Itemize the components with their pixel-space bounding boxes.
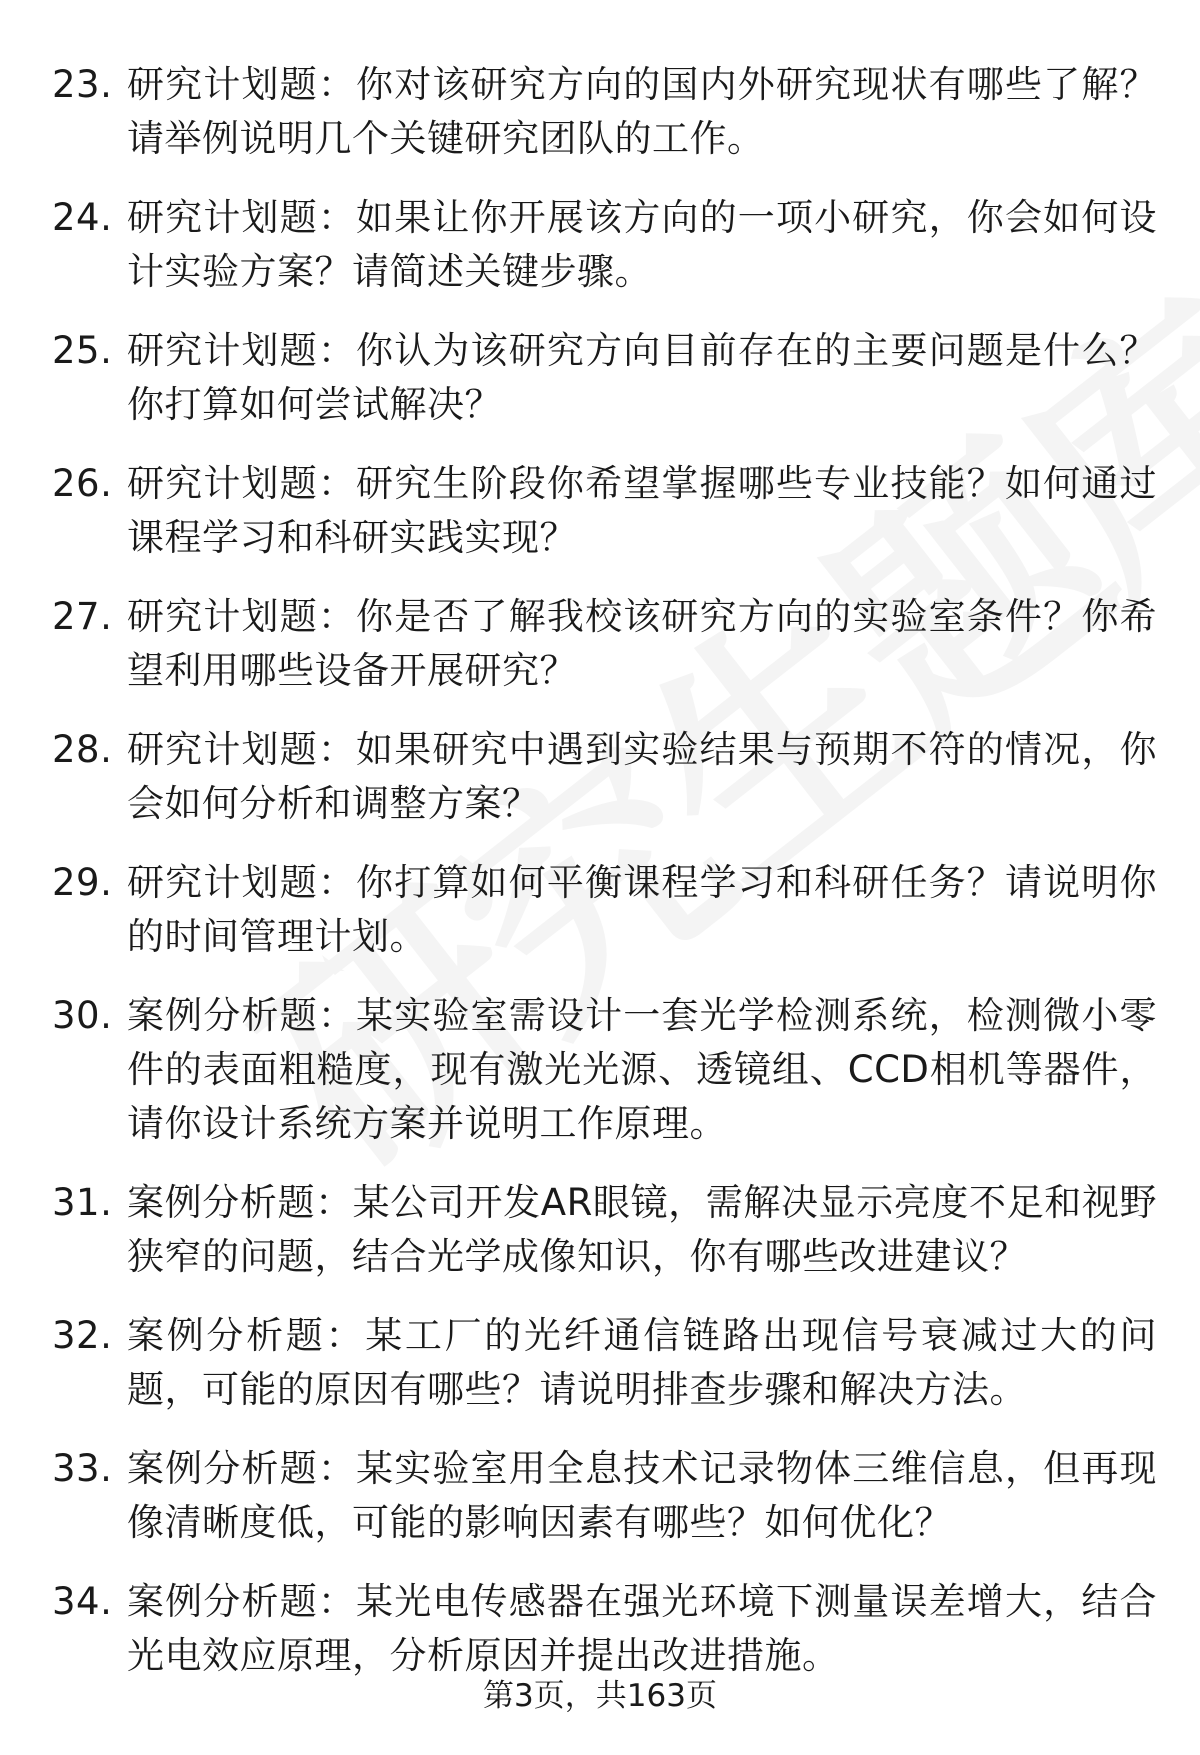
question-text: 研究计划题：你是否了解我校该研究方向的实验室条件？你希望利用哪些设备开展研究？ <box>127 595 1157 692</box>
question-item <box>52 58 1162 166</box>
question-item <box>52 1309 1162 1417</box>
question-item <box>52 590 1162 698</box>
question-list <box>52 58 1162 1708</box>
question-number: 26. <box>52 462 113 505</box>
question-text: 研究计划题：你打算如何平衡课程学习和科研任务？请说明你的时间管理计划。 <box>127 861 1157 958</box>
question-number: 23. <box>52 63 113 106</box>
question-number: 24. <box>52 196 113 239</box>
page-footer: 第3页，共163页 <box>483 1678 717 1714</box>
question-text: 研究计划题：研究生阶段你希望掌握哪些专业技能？如何通过课程学习和科研实践实现？ <box>127 462 1157 559</box>
question-text: 案例分析题：某光电传感器在强光环境下测量误差增大，结合光电效应原理，分析原因并提出改进措施。 <box>127 1580 1157 1677</box>
question-number: 33. <box>52 1447 113 1490</box>
question-item <box>52 1575 1162 1683</box>
question-item <box>52 1176 1162 1284</box>
question-number: 31. <box>52 1181 113 1224</box>
question-item <box>52 1442 1162 1550</box>
question-item <box>52 191 1162 299</box>
question-number: 29. <box>52 861 113 904</box>
question-text: 案例分析题：某实验室需设计一套光学检测系统，检测微小零件的表面粗糙度，现有激光光源、透镜组、CCD相机等器件，请你设计系统方案并说明工作原理。 <box>127 994 1157 1145</box>
question-number: 25. <box>52 329 113 372</box>
question-text: 案例分析题：某工厂的光纤通信链路出现信号衰减过大的问题，可能的原因有哪些？请说明排查步骤和解决方法。 <box>127 1314 1157 1411</box>
question-number: 27. <box>52 595 113 638</box>
question-text: 研究计划题：如果让你开展该方向的一项小研究，你会如何设计实验方案？请简述关键步骤。 <box>127 196 1157 293</box>
question-item <box>52 324 1162 432</box>
question-text: 案例分析题：某公司开发AR眼镜，需解决显示亮度不足和视野狭窄的问题，结合光学成像知识，你有哪些改进建议？ <box>127 1181 1157 1278</box>
question-item <box>52 856 1162 964</box>
question-text: 案例分析题：某实验室用全息技术记录物体三维信息，但再现像清晰度低，可能的影响因素有哪些？如何优化？ <box>127 1447 1157 1544</box>
question-number: 30. <box>52 994 113 1037</box>
question-number: 34. <box>52 1580 113 1623</box>
question-number: 28. <box>52 728 113 771</box>
question-item <box>52 989 1162 1151</box>
question-number: 32. <box>52 1314 113 1357</box>
question-text: 研究计划题：你对该研究方向的国内外研究现状有哪些了解？请举例说明几个关键研究团队的工作。 <box>127 63 1157 160</box>
question-item <box>52 723 1162 831</box>
question-text: 研究计划题：如果研究中遇到实验结果与预期不符的情况，你会如何分析和调整方案？ <box>127 728 1157 825</box>
question-text: 研究计划题：你认为该研究方向目前存在的主要问题是什么？你打算如何尝试解决？ <box>127 329 1157 426</box>
question-item <box>52 457 1162 565</box>
